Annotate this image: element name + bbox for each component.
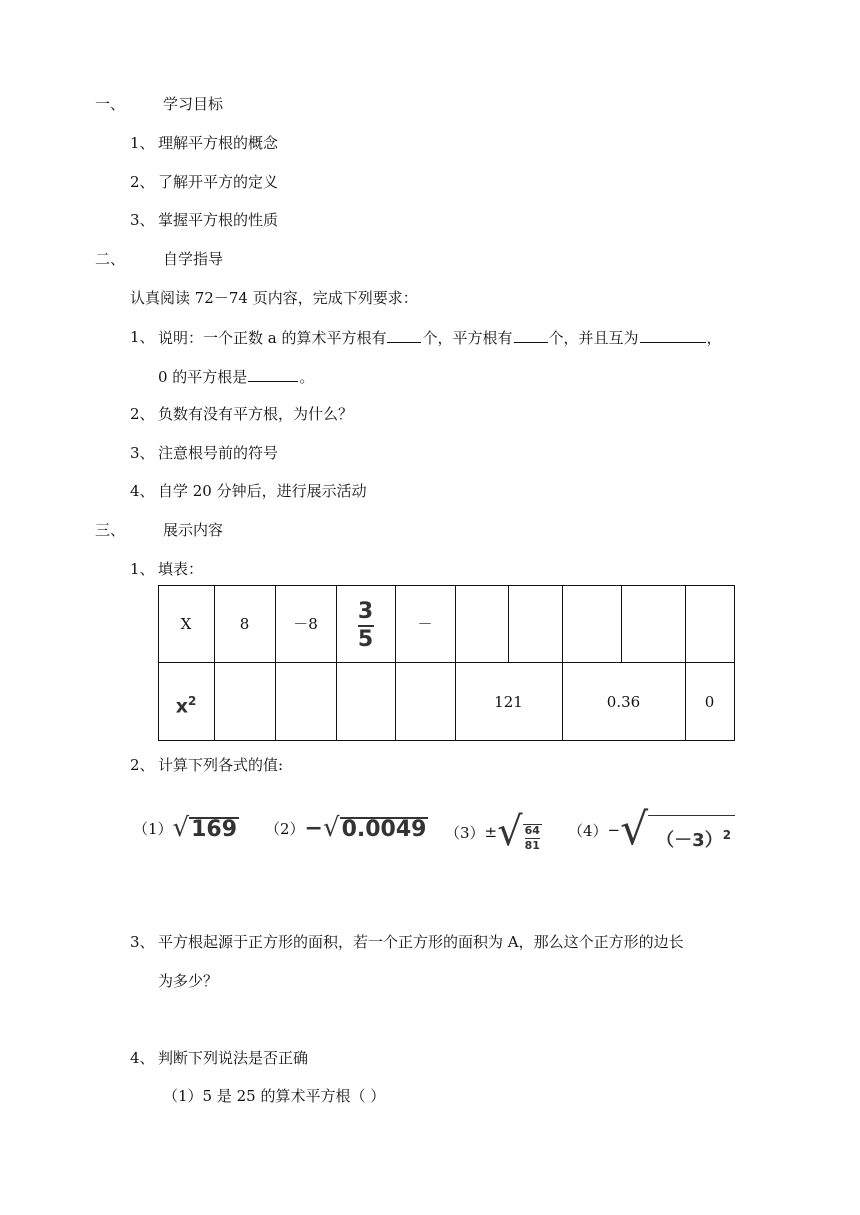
table-border-bottom bbox=[158, 740, 735, 741]
radicand-fraction bbox=[523, 824, 542, 852]
formula-4-label: （4） bbox=[568, 821, 608, 840]
radical-icon: √ bbox=[620, 804, 649, 855]
pm-sqrt-fraction bbox=[497, 809, 542, 855]
section-1-title: 学习目标 bbox=[163, 95, 224, 113]
goal-3-number: 3、 bbox=[130, 211, 155, 229]
formula-4 bbox=[568, 804, 735, 855]
cell-x-neg8: －8 bbox=[293, 615, 318, 633]
cell-x-fraction bbox=[336, 601, 395, 651]
show-4-1-statement: （1）5 是 25 的算术平方根（ ） bbox=[163, 1087, 386, 1105]
section-2-title: 自学指导 bbox=[163, 250, 224, 268]
formula-4-sign: − bbox=[607, 821, 621, 839]
guide-2-number: 2、 bbox=[130, 405, 155, 423]
fraction-denominator: 5 bbox=[357, 627, 374, 652]
radicand-fraction-num: 64 bbox=[524, 824, 540, 837]
blank-arith-root-count[interactable] bbox=[387, 327, 421, 343]
guide-1-line2-a: 0 的平方根是 bbox=[158, 368, 248, 386]
cell-x-8: 8 bbox=[239, 615, 250, 633]
formula-1 bbox=[133, 815, 239, 841]
guide-1-text-d: ， bbox=[706, 329, 722, 347]
formula-3-sign: ± bbox=[484, 823, 498, 841]
radicand-neg3-exp: 2 bbox=[722, 828, 732, 842]
neg-sqrt-00049 bbox=[305, 815, 429, 841]
radicand-neg3-base: （－3） bbox=[656, 830, 723, 851]
goal-3-text: 掌握平方根的性质 bbox=[158, 211, 279, 229]
radical-icon: √ bbox=[172, 813, 190, 843]
show-2-number: 2、 bbox=[130, 756, 155, 774]
goal-2-text: 了解开平方的定义 bbox=[158, 173, 279, 191]
goal-1-text: 理解平方根的概念 bbox=[158, 134, 279, 152]
cell-x-minus: － bbox=[417, 615, 433, 633]
fraction-numerator: 3 bbox=[357, 599, 374, 624]
blank-zero-root[interactable] bbox=[248, 366, 298, 382]
guide-1-line2 bbox=[158, 366, 314, 387]
cell-x-label: X bbox=[180, 615, 192, 633]
blank-root-count[interactable] bbox=[514, 327, 548, 343]
radical-icon: √ bbox=[497, 809, 523, 855]
guide-4-text: 自学 20 分钟后，进行展示活动 bbox=[158, 482, 367, 500]
section-2-number: 二、 bbox=[95, 250, 126, 268]
show-3-number: 3、 bbox=[130, 933, 155, 951]
show-1-text: 填表： bbox=[158, 560, 204, 578]
formula-2 bbox=[265, 815, 428, 841]
guide-3-number: 3、 bbox=[130, 444, 155, 462]
table-vline bbox=[621, 585, 622, 663]
table-vline bbox=[275, 585, 276, 741]
formula-2-label: （2） bbox=[265, 819, 305, 838]
table-border-middle bbox=[158, 662, 735, 663]
guide-4-number: 4、 bbox=[130, 482, 155, 500]
formula-2-sign: − bbox=[304, 816, 323, 841]
cell-xsq-036: 0.36 bbox=[606, 693, 641, 711]
goal-1-number: 1、 bbox=[130, 134, 155, 152]
table-vline bbox=[734, 585, 735, 741]
table-vline bbox=[685, 585, 686, 741]
table-vline bbox=[455, 585, 456, 741]
guide-1-text-c: 个，并且互为 bbox=[548, 329, 639, 347]
table-border-top bbox=[158, 585, 735, 586]
goal-2-number: 2、 bbox=[130, 173, 155, 191]
guide-1-line1 bbox=[158, 327, 722, 348]
section-3-title: 展示内容 bbox=[163, 521, 224, 539]
cell-xsq-121: 121 bbox=[494, 693, 523, 711]
radical-icon: √ bbox=[322, 813, 340, 843]
blank-relation[interactable] bbox=[640, 327, 706, 343]
radicand-00049: 0.0049 bbox=[341, 817, 427, 842]
guide-1-text-b: 个，平方根有 bbox=[422, 329, 513, 347]
xsq-exponent: 2 bbox=[187, 694, 197, 708]
table-vline bbox=[214, 585, 215, 741]
section-1-number: 一、 bbox=[95, 95, 126, 113]
table-vline bbox=[508, 585, 509, 663]
show-3-line1: 平方根起源于正方形的面积，若一个正方形的面积为 A，那么这个正方形的边长 bbox=[158, 933, 684, 951]
show-3-line2: 为多少？ bbox=[158, 972, 219, 990]
guide-1-text-a: 说明：一个正数 a 的算术平方根有 bbox=[158, 329, 387, 347]
show-4-text: 判断下列说法是否正确 bbox=[158, 1049, 309, 1067]
xsq-base: x bbox=[175, 695, 188, 718]
formula-3 bbox=[445, 809, 542, 855]
cell-xsq-label bbox=[158, 691, 214, 716]
formula-1-label: （1） bbox=[133, 819, 173, 838]
table-vline bbox=[395, 585, 396, 741]
guide-1-line2-b: 。 bbox=[299, 368, 315, 386]
guide-2-text: 负数有没有平方根，为什么？ bbox=[158, 405, 354, 423]
square-table bbox=[158, 585, 735, 741]
sqrt-169 bbox=[173, 815, 240, 841]
formula-3-label: （3） bbox=[445, 823, 485, 842]
table-vline bbox=[158, 585, 159, 741]
radicand-neg3 bbox=[648, 815, 735, 852]
guide-intro: 认真阅读 72－74 页内容，完成下列要求： bbox=[130, 289, 418, 307]
cell-xsq-0: 0 bbox=[704, 693, 715, 711]
table-vline bbox=[562, 585, 563, 741]
radicand-169: 169 bbox=[191, 817, 238, 842]
show-2-text: 计算下列各式的值: bbox=[158, 756, 284, 774]
section-3-number: 三、 bbox=[95, 521, 126, 539]
guide-1-number: 1、 bbox=[130, 328, 155, 346]
show-1-number: 1、 bbox=[130, 560, 155, 578]
radicand-fraction-den: 81 bbox=[524, 839, 540, 852]
guide-3-text: 注意根号前的符号 bbox=[158, 444, 279, 462]
show-4-number: 4、 bbox=[130, 1049, 155, 1067]
neg-sqrt-square bbox=[620, 804, 735, 855]
